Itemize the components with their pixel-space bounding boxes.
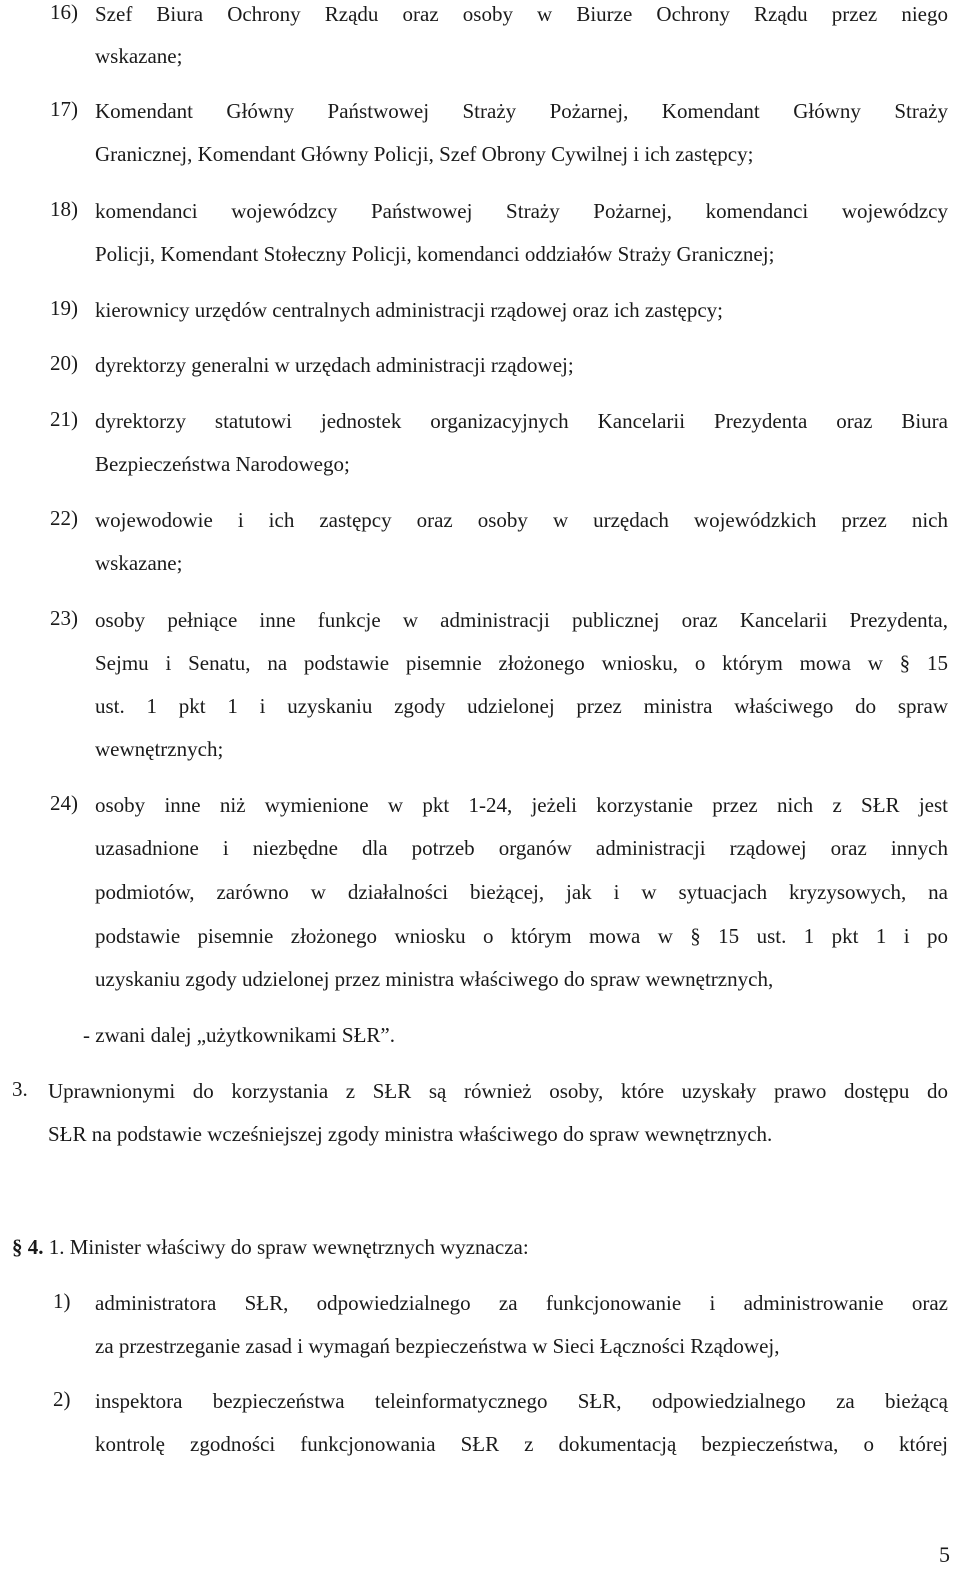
item-line: dyrektorzy generalni w urzędach administracji rządowej; [95,353,574,377]
item-line: Policji, Komendant Stołeczny Policji, komendanci oddziałów Straży Granicznej; [95,242,775,266]
page-number: 5 [939,1542,950,1567]
item-number: 23) [50,606,78,630]
item-line: Bezpieczeństwa Narodowego; [95,452,350,476]
item-line: dyrektorzy statutowi jednostek organizacyjnych Kancelarii Prezydenta oraz Biura [95,409,948,433]
item-line: podstawie pisemnie złożonego wniosku o którym mowa w § 15 ust. 1 pkt 1 i po [95,924,948,948]
item-number: 20) [50,351,78,375]
item-line: podmiotów, zarówno w działalności bieżącej, jak i w sytuacjach kryzysowych, na [95,880,948,904]
item-number: 22) [50,506,78,530]
item-line: ust. 1 pkt 1 i uzyskaniu zgody udzielonej przez ministra właściwego do spraw [95,694,948,718]
item-number: 17) [50,97,78,121]
point-line: Uprawnionymi do korzystania z SŁR są również osoby, które uzyskały prawo dostępu do [48,1079,948,1103]
item-line: za przestrzeganie zasad i wymagań bezpieczeństwa w Sieci Łączności Rządowej, [95,1334,780,1358]
item-number: 19) [50,296,78,320]
item-line: wewnętrznych; [95,737,224,761]
item-line: wskazane; [95,44,183,68]
section-text: 1. Minister właściwy do spraw wewnętrznych wyznacza: [48,1235,529,1259]
item-line: osoby pełniące inne funkcje w administracji publicznej oraz Kancelarii Prezydenta, [95,608,948,632]
item-number: 1) [53,1289,71,1313]
item-number: 21) [50,407,78,431]
item-line: komendanci wojewódzcy Państwowej Straży Pożarnej, komendanci wojewódzcy [95,199,948,223]
section-label: § 4. [12,1235,44,1259]
item-line: kontrolę zgodności funkcjonowania SŁR z dokumentacją bezpieczeństwa, o której [95,1432,948,1456]
item-line: Sejmu i Senatu, na podstawie pisemnie złożonego wniosku, o którym mowa w § 15 [95,651,948,675]
item-line: wojewodowie i ich zastępcy oraz osoby w urzędach wojewódzkich przez nich [95,508,948,532]
item-line: wskazane; [95,551,183,575]
item-line: uzasadnione i niezbędne dla potrzeb organów administracji rządowej oraz innych [95,836,948,860]
point-number: 3. [12,1077,28,1101]
item-line: osoby inne niż wymienione w pkt 1-24, jeżeli korzystanie przez nich z SŁR jest [95,793,948,817]
item-number: 24) [50,791,78,815]
item-line: Granicznej, Komendant Główny Policji, Szef Obrony Cywilnej i ich zastępcy; [95,142,754,166]
item-line: inspektora bezpieczeństwa teleinformatycznego SŁR, odpowiedzialnego za bieżącą [95,1389,948,1413]
section-4-heading [12,1233,529,1261]
point-line: SŁR na podstawie wcześniejszej zgody ministra właściwego do spraw wewnętrznych. [48,1122,773,1146]
item-number: 18) [50,197,78,221]
item-line: kierownicy urzędów centralnych administracji rządowej oraz ich zastępcy; [95,298,723,322]
item-number: 2) [53,1387,71,1411]
item-number: 16) [50,0,78,24]
closing-clause: - zwani dalej „użytkownikami SŁR”. [83,1023,395,1047]
item-line: Komendant Główny Państwowej Straży Pożarnej, Komendant Główny Straży [95,99,948,123]
item-line: uzyskaniu zgody udzielonej przez ministra właściwego do spraw wewnętrznych, [95,967,774,991]
item-line: administratora SŁR, odpowiedzialnego za funkcjonowanie i administrowanie oraz [95,1291,948,1315]
item-line: Szef Biura Ochrony Rządu oraz osoby w Biurze Ochrony Rządu przez niego [95,2,948,26]
